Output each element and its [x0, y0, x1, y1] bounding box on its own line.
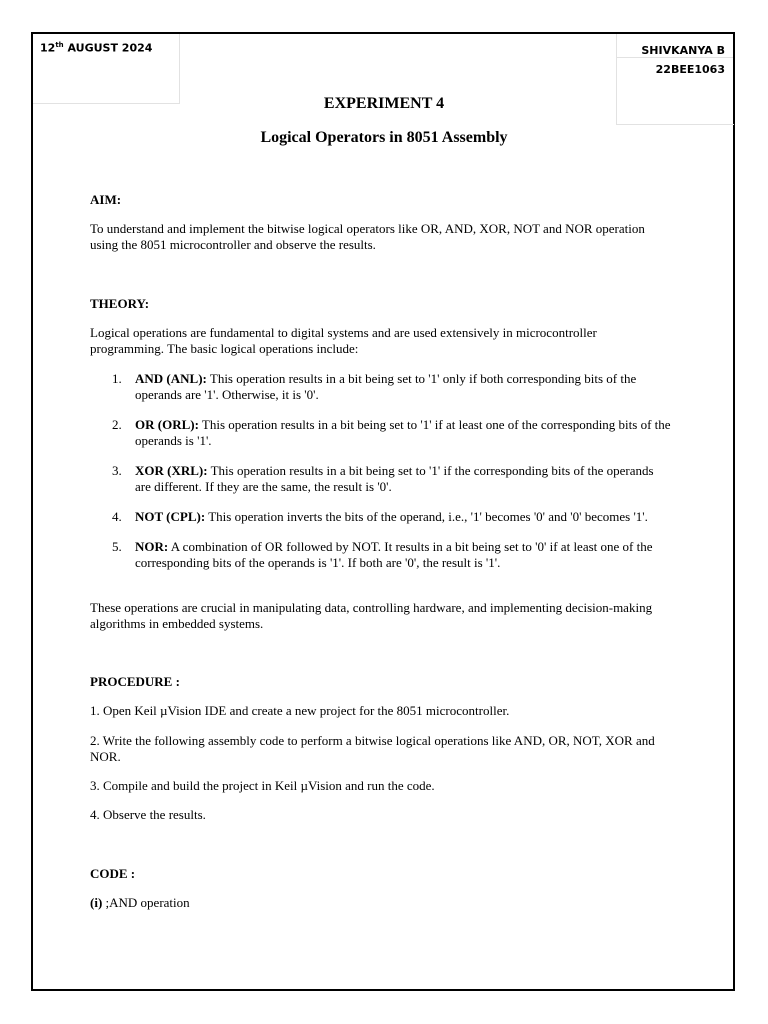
list-item-desc: This operation inverts the bits of the operand, i.e., '1' becomes '0' and '0' becomes '1'.: [205, 509, 648, 524]
experiment-title: EXPERIMENT 4: [323, 95, 445, 112]
procedure-step: 1. Open Keil µVision IDE and create a new project for the 8051 microcontroller.: [90, 703, 510, 718]
code-label: (i): [90, 895, 103, 910]
list-item-term: XOR (XRL):: [135, 463, 208, 478]
list-item-desc: A combination of OR followed by NOT. It results in a bit being set to '0' if at least one of the corresponding bits of the operands is '1'. If both are '0', the result is '1'.: [135, 539, 653, 570]
procedure-step: 3. Compile and build the project in Keil µVision and run the code.: [90, 778, 435, 793]
procedure-heading: PROCEDURE :: [90, 674, 180, 689]
procedure-step: 4. Observe the results.: [90, 807, 206, 822]
header-date: 12th AUGUST 2024: [40, 41, 153, 55]
theory-list: [90, 371, 672, 585]
list-item-term: NOR:: [135, 539, 169, 554]
list-item: [90, 371, 672, 403]
list-item-number: 1.: [112, 371, 122, 386]
header-name: SHIVKANYA B: [641, 44, 725, 57]
code-comment: ;AND operation: [102, 895, 190, 910]
procedure-step: 2. Write the following assembly code to perform a bitwise logical operations like AND, OR, NOT, XOR and NOR.: [90, 733, 655, 764]
list-item-term: NOT (CPL):: [135, 509, 206, 524]
header-roll-number: 22BEE1063: [655, 63, 725, 76]
list-item-number: 3.: [112, 463, 122, 478]
code-line: [90, 895, 672, 911]
list-item: [90, 417, 672, 449]
list-item-desc: This operation results in a bit being set to '1' if at least one of the corresponding bits of the operands is '1'.: [135, 417, 671, 448]
list-item: [90, 509, 672, 525]
theory-outro: These operations are crucial in manipulating data, controlling hardware, and implementing decision-making algorithms in embedded systems.: [90, 600, 653, 631]
list-item-desc: This operation results in a bit being set to '1' if the corresponding bits of the operands are different. If they are the same, the result is '0'.: [135, 463, 654, 494]
aim-heading: AIM:: [90, 192, 122, 207]
code-heading: CODE :: [90, 866, 136, 881]
aim-text: To understand and implement the bitwise logical operators like OR, AND, XOR, NOT and NOR operation using the 8051 microcontroller and observe the results.: [90, 221, 645, 252]
list-item: [90, 463, 672, 495]
list-item-number: 4.: [112, 509, 122, 524]
list-item-desc: This operation results in a bit being set to '1' only if both corresponding bits of the operands are '1'. Otherwise, it is '0'.: [135, 371, 637, 402]
list-item-number: 5.: [112, 539, 122, 554]
list-item-term: AND (ANL):: [135, 371, 207, 386]
theory-intro: Logical operations are fundamental to digital systems and are used extensively in microcontroller programming. The basic logical operations include:: [90, 325, 597, 356]
list-item-term: OR (ORL):: [135, 417, 199, 432]
theory-heading: THEORY:: [90, 296, 150, 311]
experiment-subtitle: Logical Operators in 8051 Assembly: [260, 129, 508, 146]
list-item-number: 2.: [112, 417, 122, 432]
list-item: [90, 539, 672, 571]
header-box-divider: [616, 57, 733, 58]
